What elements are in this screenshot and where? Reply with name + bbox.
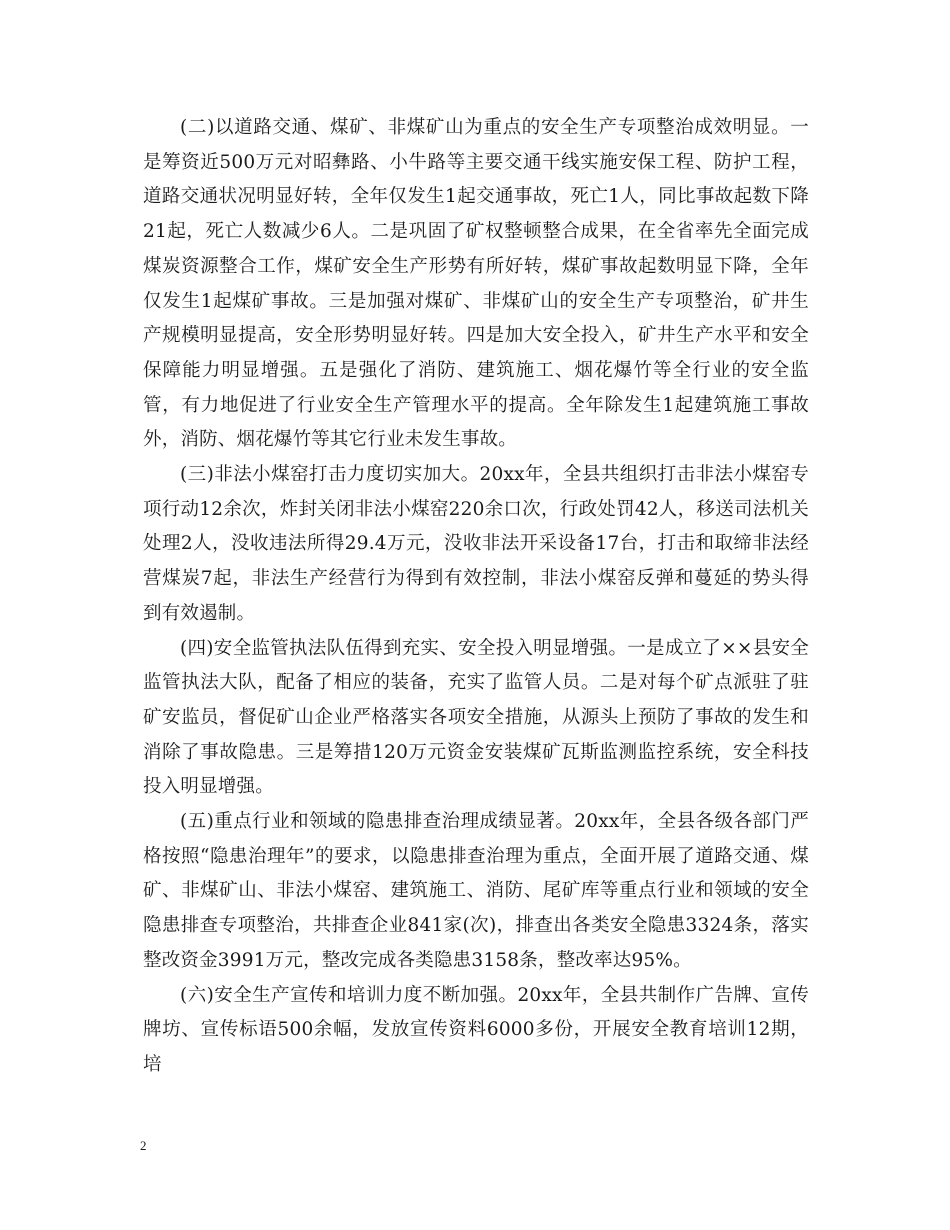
paragraph-section-5: (五)重点行业和领域的隐患排查治理成绩显著。20xx年，全县各级各部门严格按照“隐患治理年”的要求，以隐患排查治理为重点，全面开展了道路交通、煤矿、非煤矿山、非法小煤窑、建筑施工、消防、尾矿库等重点行业和领域的安全隐患排查专项整治，共排查企业841家(次)，排查出各类安全隐患3324条，落实整改资金3991万元，整改完成各类隐患3158条，整改率达95%。 xyxy=(143,811,809,971)
paragraph-section-2: (二)以道路交通、煤矿、非煤矿山为重点的安全生产专项整治成效明显。一是筹资近500万元对昭彝路、小牛路等主要交通干线实施安保工程、防护工程，道路交通状况明显好转，全年仅发生1起交通事故，死亡1人，同比事故起数下降21起，死亡人数减少6人。二是巩固了矿权整顿整合成果，在全省率先全面完成煤炭资源整合工作，煤矿安全生产形势有所好转，煤矿事故起数明显下降，全年仅发生1起煤矿事故。三是加强对煤矿、非煤矿山的安全生产专项整治，矿井生产规模明显提高，安全形势明显好转。四是加大安全投入，矿井生产水平和安全保障能力明显增强。五是强化了消防、建筑施工、烟花爆竹等全行业的安全监管，有力地促进了行业安全生产管理水平的提高。全年除发生1起建筑施工事故外，消防、烟花爆竹等其它行业未发生事故。 xyxy=(143,117,809,451)
paragraph-section-6: (六)安全生产宣传和培训力度不断加强。20xx年，全县共制作广告牌、宣传牌坊、宣传标语500余幅，发放宣传资料6000多份，开展安全教育培训12期，培 xyxy=(143,984,809,1075)
paragraph-section-4: (四)安全监管执法队伍得到充实、安全投入明显增强。一是成立了××县安全监管执法大队，配备了相应的装备，充实了监管人员。二是对每个矿点派驻了驻矿安监员，督促矿山企业严格落实各项安全措施，从源头上预防了事故的发生和消除了事故隐患。三是筹措120万元资金安装煤矿瓦斯监测监控系统，安全科技投入明显增强。 xyxy=(143,637,809,798)
page-number: 2 xyxy=(140,1138,147,1153)
paragraph-section-3: (三)非法小煤窑打击力度切实加大。20xx年，全县共组织打击非法小煤窑专项行动12余次，炸封关闭非法小煤窑220余口次，行政处罚42人，移送司法机关处理2人，没收违法所得29.4万元，没收非法开采设备17台，打击和取缔非法经营煤炭7起，非法生产经营行为得到有效控制，非法小煤窑反弹和蔓延的势头得到有效遏制。 xyxy=(143,464,809,624)
document-body xyxy=(143,111,809,1083)
